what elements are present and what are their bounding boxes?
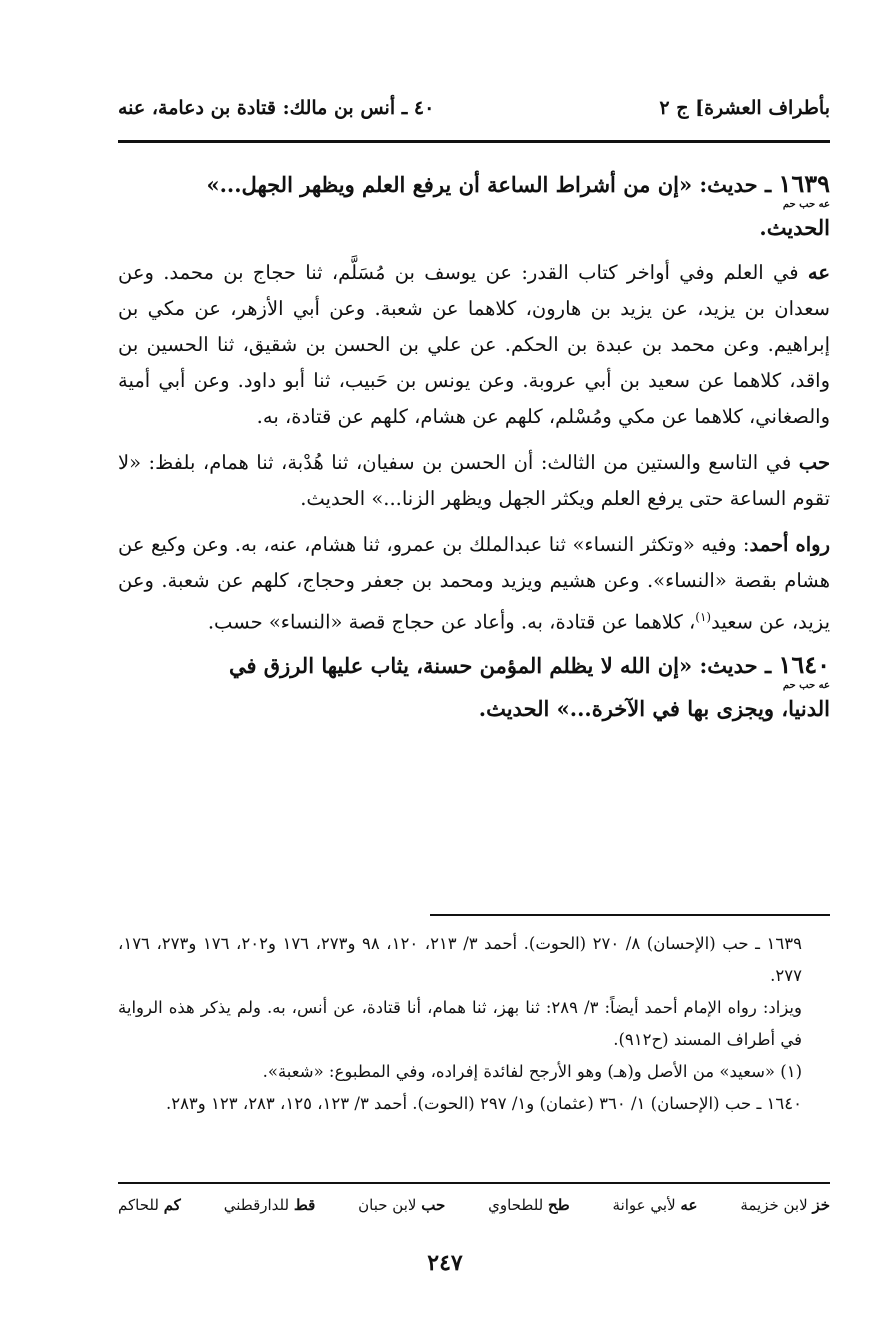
hadith-1639: [118, 166, 830, 245]
hadith-text: ـ حديث: «إن الله لا يظلم المؤمن حسنة، يثاب عليها الرزق في: [228, 652, 779, 678]
hadith-end: الحديث.: [759, 215, 830, 240]
paragraph-text: : وفيه «وتكثر النساء» ثنا عبدالملك بن عمرو، ثنا هشام، عنه، به. وعن وكيع عن هشام بقصة «النساء». وعن هشيم ويزيد ومحمد بن جعفر وحجاج، كلهم عن شعبة. وعن يزيد، عن سعيد: [118, 533, 830, 634]
header-divider: [118, 140, 830, 143]
main-text: [118, 160, 830, 726]
paragraph-text-continued: ، كلاهما عن قتادة، به. وأعاد عن حجاج قصة «النساء» حسب.: [207, 610, 696, 634]
footnotes: [118, 928, 830, 1120]
hadith-sigla: عه حب حم: [782, 679, 830, 691]
abbreviation-item: قط للدارقطني: [223, 1196, 316, 1214]
footnote-divider: [430, 914, 830, 916]
footnote-1: (١) «سعيد» من الأصل و(هـ) وهو الأرجح لفائدة إفراده، وفي المطبوع: «شعبة».: [262, 1062, 802, 1081]
abbreviation-item: عه لأبي عوانة: [612, 1196, 698, 1214]
hadith-text: ـ حديث: «إن من أشراط الساعة أن يرفع العلم ويظهر الجهل...»: [206, 172, 779, 197]
abbreviations-key: [118, 1196, 830, 1214]
paragraph-isnad-2: [118, 445, 830, 517]
hadith-1640: [118, 647, 830, 726]
abbreviation-item: طح للطحاوي: [488, 1196, 570, 1214]
source-code: حب: [798, 451, 830, 474]
abbreviation-item: خز لابن خزيمة: [740, 1196, 830, 1214]
hadith-number: ١٦٣٩: [778, 169, 830, 198]
footnote-reference: (١): [695, 610, 712, 624]
abbreviation-item: كم للحاكم: [118, 1196, 181, 1214]
source-code: عه: [807, 261, 830, 284]
page-number: ٢٤٧: [427, 1250, 463, 1276]
hadith-sigla: عه حب حم: [782, 199, 830, 210]
footnote-1640: ١٦٤٠ ـ حب (الإحسان) ١/ ٣٦٠ (عثمان) و١/ ٢٩٧ (الحوت). أحمد ٣/ ١٢٣، ١٢٥، ٢٨٣، ١٢٣ و٢٨٣.: [165, 1094, 802, 1113]
header-chapter-title: ٤٠ ـ أنس بن مالك: قتادة بن دعامة، عنه: [118, 97, 435, 119]
footnote-addition: ويزاد: رواه الإمام أحمد أيضاً: ٣/ ٢٨٩: ثنا بهز، ثنا همام، أنا قتادة، عن أنس، به. ولم يذكر هذه الرواية في أطراف المسند (ح٩١٢).: [118, 998, 802, 1049]
paragraph-text: في التاسع والستين من الثالث: أن الحسن بن سفيان، ثنا هُدْبة، ثنا همام، بلفظ: «لا تقوم الساعة حتى يرفع العلم ويكثر الجهل ويظهر الزنا...» الحديث.: [118, 451, 830, 510]
source-code: رواه أحمد: [749, 533, 830, 556]
paragraph-isnad-1: [118, 255, 830, 435]
hadith-number: ١٦٤٠: [778, 649, 830, 679]
paragraph-text: في العلم وفي أواخر كتاب القدر: عن يوسف بن مُسَلَّم، ثنا حجاج بن محمد. وعن سعدان بن يزيد، عن يزيد بن هارون، كلاهما عن شعبة. وعن أبي الأزهر، عن مكي بن إبراهيم. وعن محمد بن عبدة بن الحكم. عن علي بن الحسن بن شقيق، ثنا الحسين بن واقد، كلاهما عن سعيد بن أبي عروبة. وعن يونس بن حَبيب، ثنا أبو داود. وعن أبي أمية والصغاني، كلاهما عن مكي ومُسْلم، كلهم عن هشام، كلهم عن قتادة، به.: [118, 261, 830, 428]
abbreviation-item: حب لابن حبان: [358, 1196, 446, 1214]
paragraph-isnad-3: [118, 527, 830, 641]
running-header: [118, 88, 830, 128]
hadith-end: الدنيا، ويجزى بها في الآخرة...» الحديث.: [478, 695, 830, 721]
header-book-title: بأطراف العشرة] ج ٢: [659, 97, 830, 119]
footnote-1639: ١٦٣٩ ـ حب (الإحسان) ٨/ ٢٧٠ (الحوت). أحمد ٣/ ٢١٣، ١٢٠، ٩٨ و٢٧٣، ١٧٦ و٢٠٢، ١٧٦ و٢٧٣، ١٧٦، ٢٧٧.: [118, 934, 802, 985]
abbreviations-divider: [118, 1182, 830, 1184]
